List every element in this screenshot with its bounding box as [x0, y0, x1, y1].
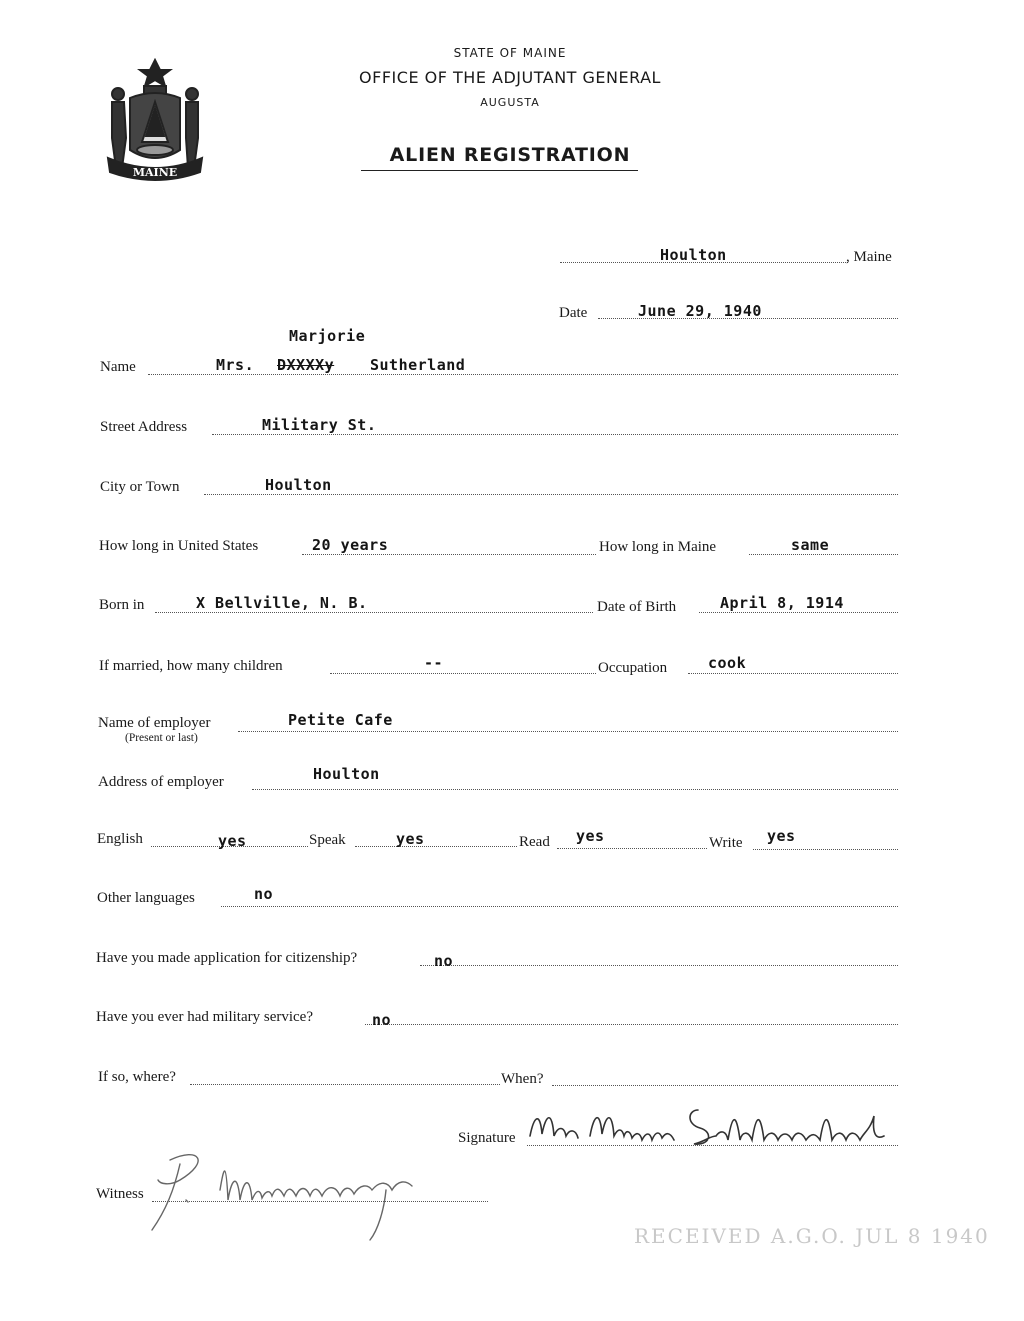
born-in-line	[155, 612, 593, 613]
employer-label: Name of employer	[98, 715, 211, 731]
read-value: yes	[576, 827, 605, 845]
military-value: no	[372, 1011, 392, 1029]
children-line	[330, 673, 596, 674]
street-line	[212, 434, 898, 435]
occupation-value: cook	[708, 654, 747, 672]
city-value: Houlton	[265, 476, 332, 494]
name-struck-value: DXXXXy	[277, 356, 335, 374]
street-label: Street Address	[100, 419, 188, 435]
read-line	[557, 848, 707, 849]
name-line	[148, 374, 898, 375]
other-languages-value: no	[254, 885, 274, 903]
english-value: yes	[218, 832, 247, 850]
write-value: yes	[767, 827, 796, 845]
city-line	[204, 494, 898, 495]
read-label: Read	[519, 834, 550, 850]
employer-address-label: Address of employer	[98, 774, 224, 790]
dob-line	[699, 612, 898, 613]
header-state: STATE OF MAINE	[453, 46, 567, 60]
speak-line	[355, 846, 517, 847]
date-value: June 29, 1940	[638, 302, 762, 320]
header-office: OFFICE OF THE ADJUTANT GENERAL	[359, 68, 661, 87]
street-value: Military St.	[262, 416, 377, 434]
write-line	[753, 849, 898, 850]
name-above-value: Marjorie	[289, 327, 366, 345]
name-prefix-value: Mrs.	[216, 356, 255, 374]
children-label: If married, how many children	[99, 658, 283, 674]
place-state-label: , Maine	[846, 249, 892, 265]
received-stamp: RECEIVED A.G.O. JUL 8 1940	[634, 1224, 990, 1248]
how-long-maine-label: How long in Maine	[599, 539, 717, 555]
born-in-label: Born in	[99, 597, 145, 613]
occupation-line	[688, 673, 898, 674]
maine-state-seal-icon	[100, 58, 210, 186]
witness-handwriting	[140, 1140, 430, 1250]
witness-label: Witness	[96, 1186, 144, 1202]
how-long-us-value: 20 years	[312, 536, 389, 554]
children-value: --	[424, 654, 444, 672]
english-label: English	[97, 831, 143, 847]
where-label: If so, where?	[98, 1069, 176, 1085]
other-languages-line	[221, 906, 898, 907]
dob-value: April 8, 1914	[720, 594, 844, 612]
citizenship-line	[420, 965, 898, 966]
employer-address-line	[252, 789, 898, 790]
occupation-label: Occupation	[598, 660, 668, 676]
military-label: Have you ever had military service?	[96, 1009, 313, 1025]
speak-value: yes	[396, 830, 425, 848]
citizenship-label: Have you made application for citizenship?	[96, 950, 358, 966]
where-line	[190, 1084, 500, 1085]
title-underline	[361, 170, 638, 171]
dob-label: Date of Birth	[597, 599, 677, 615]
other-languages-label: Other languages	[97, 890, 195, 906]
name-surname-value: Sutherland	[370, 356, 466, 374]
employer-line	[238, 731, 898, 732]
signature-handwriting	[520, 1096, 900, 1156]
date-label: Date	[559, 305, 588, 321]
place-town-value: Houlton	[660, 246, 727, 264]
name-label: Name	[100, 359, 136, 375]
form-title: ALIEN REGISTRATION	[389, 144, 631, 166]
svg-text:MAINE: MAINE	[132, 166, 178, 179]
employer-value: Petite Cafe	[288, 711, 393, 729]
military-line	[365, 1024, 898, 1025]
citizenship-value: no	[434, 952, 454, 970]
city-label: City or Town	[100, 479, 180, 495]
how-long-us-line	[302, 554, 596, 555]
speak-label: Speak	[309, 832, 346, 848]
employer-address-value: Houlton	[313, 765, 380, 783]
how-long-maine-value: same	[791, 536, 830, 554]
how-long-us-label: How long in United States	[99, 538, 259, 554]
employer-sublabel: (Present or last)	[125, 732, 198, 744]
when-line	[552, 1085, 898, 1086]
write-label: Write	[709, 835, 743, 851]
signature-label: Signature	[458, 1130, 516, 1146]
header-city: AUGUSTA	[480, 96, 540, 109]
when-label: When?	[501, 1071, 544, 1087]
how-long-maine-line	[749, 554, 898, 555]
born-in-value: X Bellville, N. B.	[196, 594, 368, 612]
